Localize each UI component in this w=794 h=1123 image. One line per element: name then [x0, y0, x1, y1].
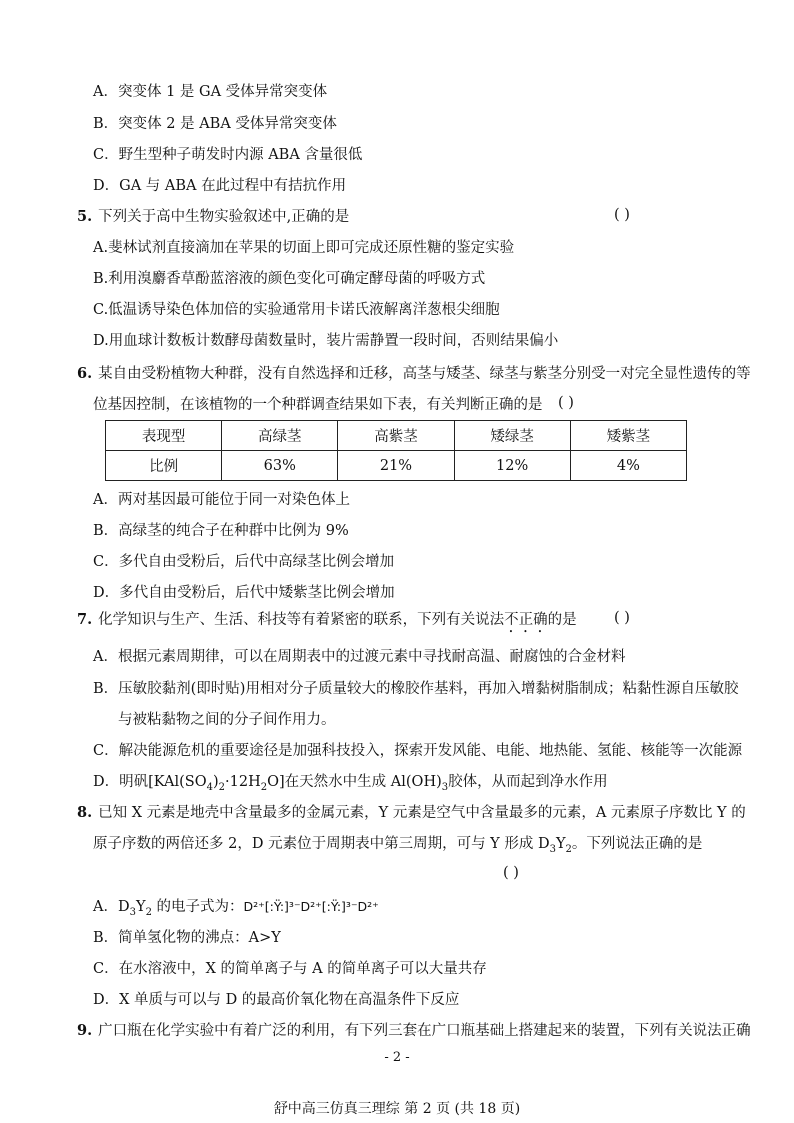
- table-cell: 21%: [338, 451, 454, 481]
- table-cell: 表现型: [106, 421, 222, 451]
- q7-number: 7.: [77, 611, 93, 628]
- q8-stem-line2: 原子序数的两倍还多 2，D 元素位于周期表中第三周期，可与 Y 形成 $D_3Y_2$。下列说法正确的是: [93, 836, 703, 855]
- q8-option-a: A．$D_3Y_2$ 的电子式为：D²⁺[:Ÿ:]³⁻D²⁺[:Ÿ:]³⁻D²⁺: [93, 899, 379, 918]
- q5-option-c: C.低温诱导染色体加倍的实验通常用卡诺氏液解离洋葱根尖细胞: [93, 302, 500, 318]
- q6-answer-paren: ( ): [558, 395, 574, 411]
- table-cell: 矮紫茎: [570, 421, 686, 451]
- phenotype-table: [105, 420, 687, 481]
- q8-option-d: D．X 单质与可以与 D 的最高价氧化物在高温条件下反应: [93, 992, 460, 1008]
- q8-number: 8.: [77, 804, 93, 821]
- q8-option-c: C．在水溶液中，X 的简单离子与 A 的简单离子可以大量共存: [93, 961, 487, 977]
- electron-formula: D²⁺[:Ÿ:]³⁻D²⁺[:Ÿ:]³⁻D²⁺: [243, 899, 379, 914]
- q5-answer-paren: ( ): [614, 207, 630, 223]
- q4-option-a: A．突变体 1 是 GA 受体异常突变体: [93, 84, 328, 100]
- table-cell: 矮绿茎: [454, 421, 570, 451]
- q8-option-b: B．简单氢化物的沸点：A>Y: [93, 930, 281, 946]
- emphasis-not-correct: 不正确: [504, 612, 548, 628]
- q4-option-b: B．突变体 2 是 ABA 受体异常突变体: [93, 116, 337, 132]
- page-number: - 2 -: [384, 1050, 410, 1065]
- q7-option-c: C．解决能源危机的重要途径是加强科技投入，探索开发风能、电能、地热能、氢能、核能等一次能源: [93, 743, 743, 759]
- table-cell: 63%: [222, 451, 338, 481]
- q7-option-b-line1: B．压敏胶黏剂(即时贴)用相对分子质量较大的橡胶作基料，再加入增黏树脂制成；粘黏性源自压敏胶: [93, 681, 739, 697]
- q6-option-b: B．高绿茎的纯合子在种群中比例为 9%: [93, 523, 349, 539]
- table-cell: 4%: [570, 451, 686, 481]
- q5-number: 5.: [77, 208, 93, 225]
- q6-option-a: A．两对基因最可能位于同一对染色体上: [93, 492, 350, 508]
- q6-stem-line2: 位基因控制，在该植物的一个种群调查结果如下表，有关判断正确的是: [93, 397, 543, 413]
- q4-option-d: D．GA 与 ABA 在此过程中有拮抗作用: [93, 178, 347, 194]
- q8-answer-paren: ( ): [503, 865, 519, 881]
- table-cell: 高紫茎: [338, 421, 454, 451]
- q7-option-d: D．明矾$[KAl(SO_4)_2\cdot 12H_2O]$在天然水中生成 $Al(OH)_3$胶体，从而起到净水作用: [93, 774, 608, 793]
- q5-stem: 5. 下列关于高中生物实验叙述中,正确的是: [77, 208, 350, 225]
- table-cell: 比例: [106, 451, 222, 481]
- q4-option-c: C．野生型种子萌发时内源 ABA 含量很低: [93, 147, 363, 163]
- q9-stem: 9. 广口瓶在化学实验中有着广泛的利用，有下列三套在广口瓶基础上搭建起来的装置，下列有关说法正确: [77, 1022, 751, 1039]
- q6-option-c: C．多代自由受粉后，后代中高绿茎比例会增加: [93, 554, 395, 570]
- q7-option-b-line2: 与被粘黏物之间的分子间作用力。: [118, 712, 336, 728]
- q5-option-a: A.斐林试剂直接滴加在苹果的切面上即可完成还原性糖的鉴定实验: [93, 240, 515, 256]
- q8-stem-line1: 8. 已知 X 元素是地壳中含量最多的金属元素，Y 元素是空气中含量最多的元素，A 元素原子序数比 Y 的: [77, 804, 746, 821]
- table-cell: 12%: [454, 451, 570, 481]
- q6-option-d: D．多代自由受粉后，后代中矮紫茎比例会增加: [93, 585, 395, 601]
- table-cell: 高绿茎: [222, 421, 338, 451]
- q9-number: 9.: [77, 1022, 93, 1039]
- q6-stem-line1: 6. 某自由受粉植物大种群，没有自然选择和迁移，高茎与矮茎、绿茎与紫茎分别受一对完全显性遗传的等: [77, 365, 751, 382]
- q5-option-d: D.用血球计数板计数酵母菌数量时，装片需静置一段时间，否则结果偏小: [93, 333, 559, 349]
- q5-option-b: B.利用溴麝香草酚蓝溶液的颜色变化可确定酵母菌的呼吸方式: [93, 271, 486, 287]
- q7-stem: 7. 化学知识与生产、生活、科技等有着紧密的联系，下列有关说法不正确的是: [77, 611, 577, 628]
- table-header-row: [106, 421, 687, 451]
- q7-option-a: A．根据元素周期律，可以在周期表中的过渡元素中寻找耐高温、耐腐蚀的合金材料: [93, 649, 626, 665]
- table-row: [106, 451, 687, 481]
- q7-answer-paren: ( ): [614, 610, 630, 626]
- page-footer: 舒中高三仿真三理综 第 2 页 (共 18 页): [273, 1101, 521, 1117]
- q6-number: 6.: [77, 365, 93, 382]
